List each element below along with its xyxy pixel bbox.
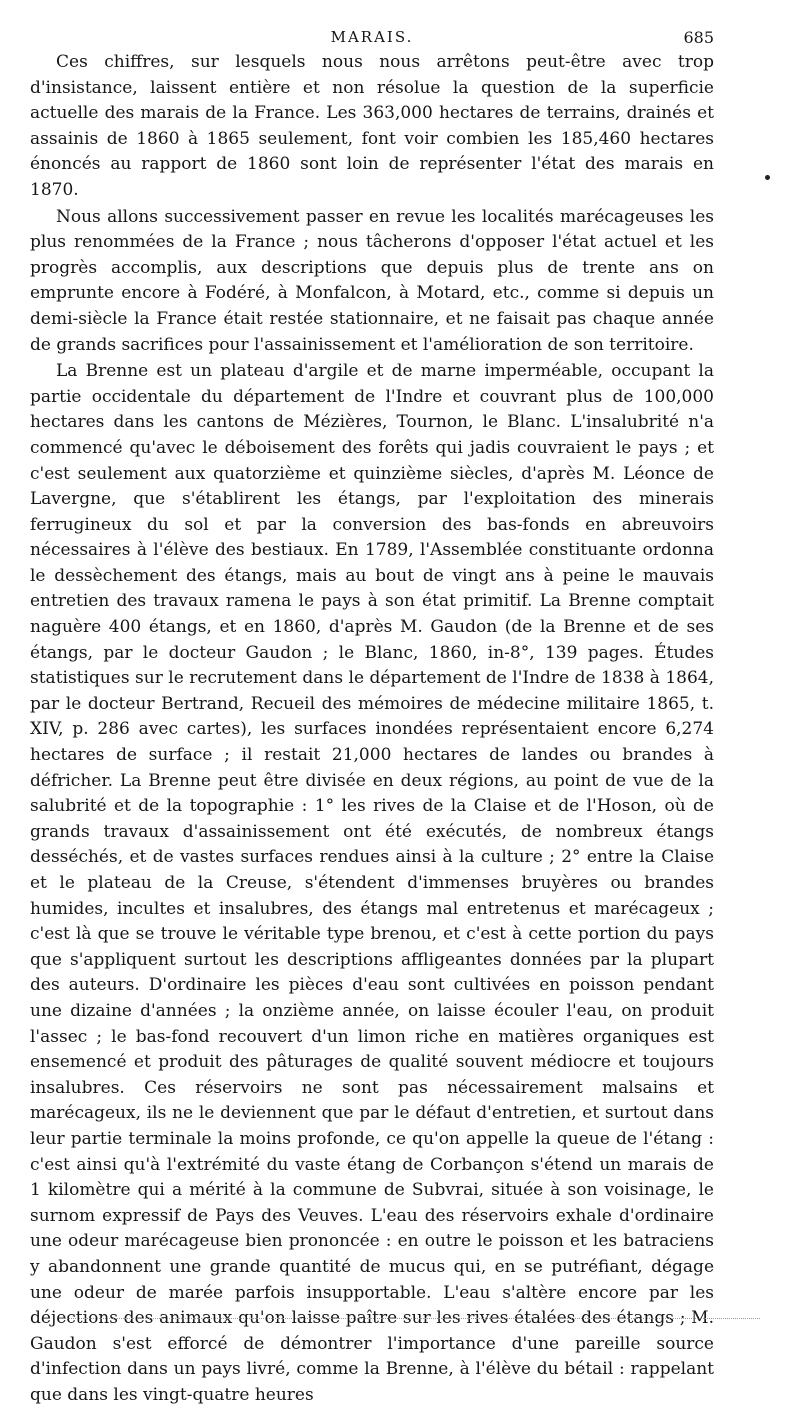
page-number: 685	[683, 28, 714, 47]
page-body	[30, 50, 714, 1408]
paragraph-1: Ces chiffres, sur lesquels nous nous arrêtons peut-être avec trop d'insistance, laissent entière et non résolue la question de la superficie actuelle des marais de la France. Les 363,000 hectares de terrains, drainés et assainis de 1860 à 1865 seulement, font voir combien les 185,460 hectares énoncés au rapport de 1860 sont loin de représenter l'état des marais en 1870.	[30, 52, 714, 200]
running-title: MARAIS.	[330, 28, 414, 46]
paragraph-3: La Brenne est un plateau d'argile et de marne imperméable, occupant la partie occidentale du département de l'Indre et couvrant plus de 100,000 hectares dans les cantons de Mézières, Tournon, le Blanc. L'insalubrité n'a commencé qu'avec le déboisement des forêts qui jadis couvraient le pays ; et c'est seulement aux quatorzième et quinzième siècles, d'après M. Léonce de Lavergne, que s'établirent les étangs, par l'exploitation des minerais ferrugineux du sol et par la conversion des bas-fonds en abreuvoirs nécessaires à l'élève des bestiaux. En 1789, l'Assemblée constituante ordonna le dessèchement des étangs, mais au bout de vingt ans à peine le mauvais entretien des travaux ramena le pays à son état primitif. La Brenne comptait naguère 400 étangs, et en 1860, d'après M. Gaudon (de la Brenne et de ses étangs, par le docteur Gaudon ; le Blanc, 1860, in-8°, 139 pages. Études statistiques sur le recrutement dans le département de l'Indre de 1838 à 1864, par le docteur Bertrand, Recueil des mémoires de médecine militaire 1865, t. XIV, p. 286 avec cartes), les surfaces inondées représentaient encore 6,274 hectares de surface ; il restait 21,000 hectares de landes ou brandes à défricher. La Brenne peut être divisée en deux régions, au point de vue de la salubrité et de la topographie : 1° les rives de la Claise et de l'Hoson, où de grands travaux d'assainissement ont été exécutés, de nombreux étangs desséchés, et de vastes surfaces rendues ainsi à la culture ; 2° entre la Claise et le plateau de la Creuse, s'étendent d'immenses bruyères ou brandes humides, incultes et insalubres, des étangs mal entretenus et marécageux ; c'est là que se trouve le véritable type brenou, et c'est à cette portion du pays que s'appliquent surtout les descriptions affligeantes données par la plupart des auteurs. D'ordinaire les pièces d'eau sont cultivées en poisson pendant une dizaine d'années ; la onzième année, on laisse écouler l'eau, on produit l'assec ; le bas-fond recouvert d'un limon riche en matières organiques est ensemencé et produit des pâturages de qualité souvent médiocre et toujours insalubres. Ces réservoirs ne sont pas nécessairement malsains et marécageux, ils ne le deviennent que par le défaut d'entretien, et surtout dans leur partie terminale la moins profonde, ce qu'on appelle la queue de l'étang : c'est ainsi qu'à l'extrémité du vaste étang de Corbançon s'étend un marais de 1 kilomètre qui a mérité à la commune de Subvrai, située à son voisinage, le surnom expressif de Pays des Veuves. L'eau des réservoirs exhale d'ordinaire une odeur marécageuse bien prononcée : en outre le poisson et les batraciens y abandonnent une grande quantité de mucus qui, en se putréfiant, dégage une odeur de marée parfois insupportable. L'eau s'altère encore par les déjections des animaux qu'on laisse paître sur les rives étalées des étangs ; M. Gaudon s'est efforcé de démontrer l'importance d'une pareille source d'infection dans un pays livré, comme la Brenne, à l'élève du bétail : rappelant que dans les vingt-quatre heures	[30, 361, 714, 1405]
book-page	[30, 28, 714, 1405]
running-header	[30, 28, 714, 50]
margin-ink-dot	[765, 175, 770, 180]
paragraph-2: Nous allons successivement passer en revue les localités marécageuses les plus renommées de la France ; nous tâcherons d'opposer l'état actuel et les progrès accomplis, aux descriptions que depuis plus de trente ans on emprunte encore à Fodéré, à Monfalcon, à Motard, etc., comme si depuis un demi-siècle la France était restée stationnaire, et ne faisait pas chaque année de grands sacrifices pour l'assainissement et l'amélioration de son territoire.	[30, 206, 714, 355]
bottom-scan-artifact	[60, 1318, 760, 1319]
